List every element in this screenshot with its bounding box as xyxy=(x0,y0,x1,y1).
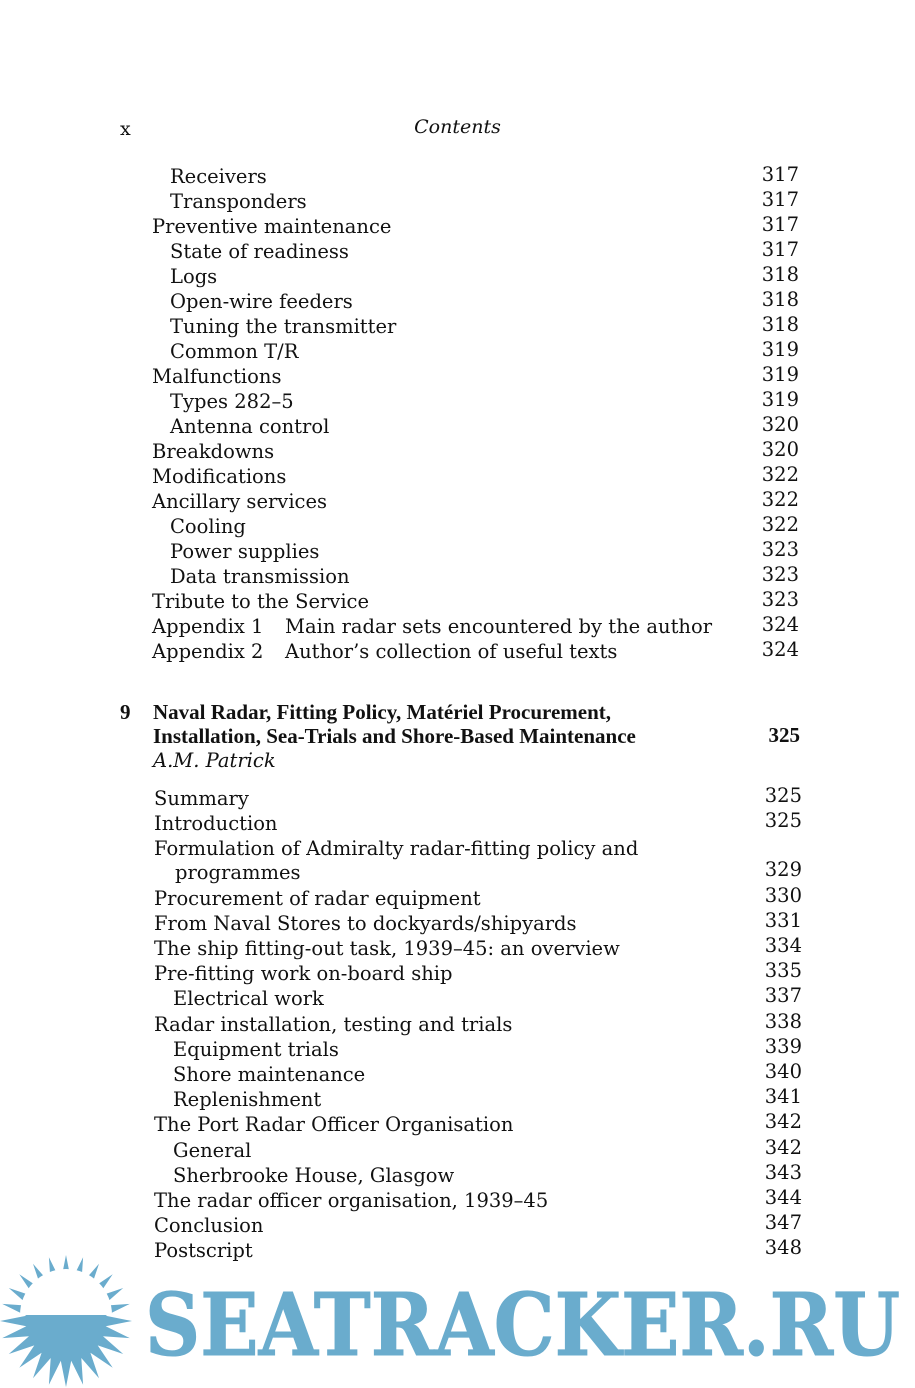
toc-entry-page: 319 xyxy=(761,363,799,386)
chapter-page: 325 xyxy=(768,723,800,747)
toc-entry-page: 340 xyxy=(764,1060,802,1083)
toc-entry-page: 323 xyxy=(761,588,799,611)
toc-entry-page: 317 xyxy=(761,213,799,236)
toc-entry-page: 325 xyxy=(764,809,802,833)
toc-entry-label: The radar officer organisation, 1939–45 xyxy=(154,1189,549,1212)
toc-entry-page: 319 xyxy=(761,338,799,361)
toc-entry-continuation: programmes xyxy=(175,861,301,885)
toc-entry-label: Open-wire feeders xyxy=(170,290,353,313)
toc-entry-page: 334 xyxy=(764,934,802,957)
toc-entry-page: 317 xyxy=(761,163,799,186)
toc-entry-label: Common T/R xyxy=(170,340,299,363)
toc-entry-page: 325 xyxy=(764,784,802,807)
toc-entry-label: Cooling xyxy=(170,515,246,538)
toc-entry-page: 323 xyxy=(761,538,799,561)
toc-entry-label: The ship fitting-out task, 1939–45: an overview xyxy=(154,937,620,960)
toc-entry-subtitle: Author’s collection of useful texts xyxy=(285,640,618,663)
toc-entry-subtitle: Main radar sets encountered by the author xyxy=(285,615,713,638)
toc-entry-page: 317 xyxy=(761,238,799,261)
toc-entry-label: From Naval Stores to dockyards/shipyards xyxy=(154,911,577,935)
toc-entry-label: Radar installation, testing and trials xyxy=(154,1012,513,1036)
toc-entry-label: Summary xyxy=(154,787,249,810)
toc-entry-page: 339 xyxy=(764,1034,802,1058)
toc-entry-label: Procurement of radar equipment xyxy=(154,886,481,910)
toc-entry-page: 322 xyxy=(761,463,799,486)
toc-entry-page: 320 xyxy=(761,413,799,436)
toc-entry-label: Conclusion xyxy=(154,1214,264,1238)
toc-entry-label: State of readiness xyxy=(170,240,349,263)
toc-entry-page: 319 xyxy=(761,388,799,411)
running-title: Contents xyxy=(414,116,501,138)
toc-entry-label: Breakdowns xyxy=(152,440,275,463)
page-number: x xyxy=(120,118,131,140)
toc-entry-label: Equipment trials xyxy=(173,1037,339,1061)
toc-entry-label: Electrical work xyxy=(173,987,324,1011)
toc-entry-label: Replenishment xyxy=(173,1088,322,1112)
toc-entry-label: Sherbrooke House, Glasgow xyxy=(173,1163,455,1187)
toc-entry-label: Data transmission xyxy=(170,565,350,588)
svg-text:SEATRACKER.RU: SEATRACKER.RU xyxy=(145,1275,900,1376)
toc-entry-label: Preventive maintenance xyxy=(152,215,392,238)
toc-entry-label: Formulation of Admiralty radar-fitting policy and xyxy=(154,837,639,861)
chapter-title-line2: Installation, Sea-Trials and Shore-Based Maintenance xyxy=(153,724,636,748)
toc-entry-page: 320 xyxy=(761,438,799,461)
toc-entry-page: 341 xyxy=(764,1085,802,1109)
toc-entry-page: 342 xyxy=(764,1110,802,1134)
toc-entry-page: 318 xyxy=(761,288,799,311)
toc-entry-label: Antenna control xyxy=(170,415,330,438)
toc-entry-page: 342 xyxy=(764,1135,802,1159)
toc-entry-label: General xyxy=(173,1138,252,1162)
toc-entry-label: Pre-fitting work on-board ship xyxy=(154,962,453,986)
toc-entry-label: Types 282–5 xyxy=(170,390,294,413)
toc-entry-label: Power supplies xyxy=(170,540,320,563)
toc-entry-label: Appendix 1 xyxy=(152,615,264,638)
toc-entry-page: 329 xyxy=(764,858,802,882)
toc-entry-label: Tribute to the Service xyxy=(152,590,370,613)
toc-entry-page: 347 xyxy=(764,1211,802,1235)
toc-entry-label: Appendix 2 xyxy=(152,640,264,663)
chapter-title-line1: Naval Radar, Fitting Policy, Matériel Procurement, xyxy=(153,700,612,724)
chapter-number: 9 xyxy=(120,700,131,724)
toc-entry-page: 338 xyxy=(764,1009,802,1033)
toc-entry-page: 330 xyxy=(764,883,802,907)
seatracker-watermark xyxy=(0,1255,915,1388)
sun-logo-icon xyxy=(0,1255,132,1387)
toc-entry-page: 322 xyxy=(761,488,799,511)
toc-entry-page: 318 xyxy=(761,313,799,336)
toc-entry-page: 343 xyxy=(764,1160,802,1184)
toc-entry-page: 322 xyxy=(761,513,799,536)
toc-entry-label: Tuning the transmitter xyxy=(170,315,397,338)
toc-entry-label: Postscript xyxy=(154,1239,253,1263)
toc-entry-page: 337 xyxy=(764,984,802,1008)
toc-entry-label: Malfunctions xyxy=(152,365,282,388)
toc-entry-page: 317 xyxy=(761,188,799,211)
toc-entry-label: The Port Radar Officer Organisation xyxy=(154,1113,514,1137)
toc-entry-page: 323 xyxy=(761,563,799,586)
toc-entry-label: Logs xyxy=(170,265,218,288)
toc-entry-page: 335 xyxy=(764,959,802,983)
toc-entry-label: Shore maintenance xyxy=(173,1063,366,1086)
toc-entry-label: Introduction xyxy=(154,812,278,836)
toc-entry-label: Ancillary services xyxy=(152,490,328,513)
toc-entry-label: Transponders xyxy=(170,190,307,213)
toc-entry-page: 344 xyxy=(764,1186,802,1209)
toc-entry-label: Receivers xyxy=(170,165,267,188)
toc-entry-page: 348 xyxy=(764,1236,802,1260)
toc-entry-page: 318 xyxy=(761,263,799,286)
toc-entry-page: 324 xyxy=(761,613,799,636)
toc-entry-page: 331 xyxy=(764,908,802,932)
chapter-author: A.M. Patrick xyxy=(153,749,276,772)
toc-entry-page: 324 xyxy=(761,638,799,661)
toc-entry-label: Modifications xyxy=(152,465,287,488)
